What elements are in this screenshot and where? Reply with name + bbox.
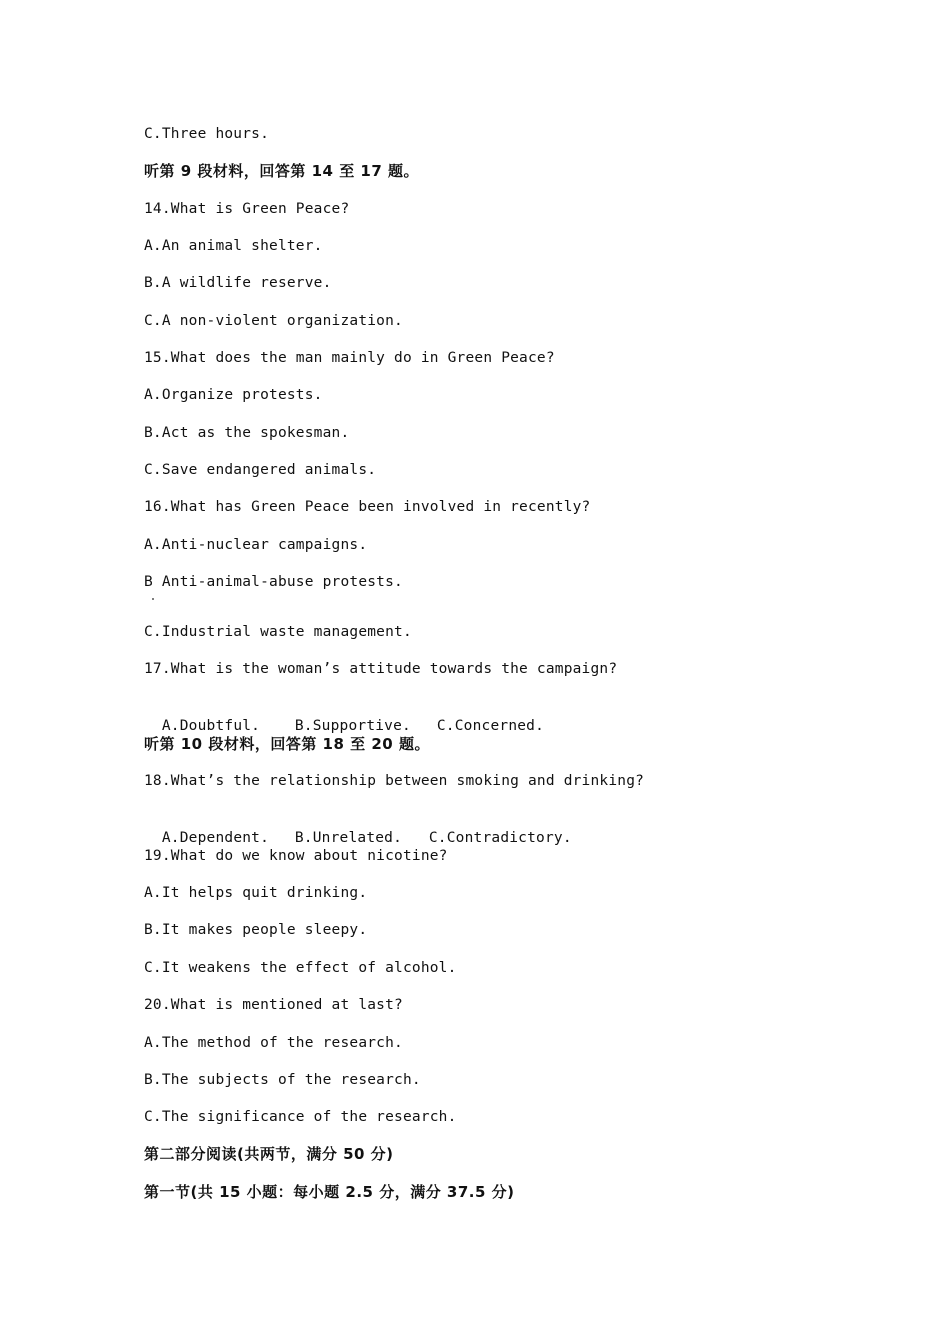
option-16a: A.Anti-nuclear campaigns. [144,537,368,553]
section-instruction: 听第 10 段材料，回答第 18 至 20 题。 [144,735,430,753]
question-15: 15.What does the man mainly do in Green Peace? [144,350,555,366]
question-14: 14.What is Green Peace? [144,201,350,217]
section-heading: 第一节(共 15 小题：每小题 2.5 分，满分 37.5 分) [144,1183,515,1201]
option-15b: B.Act as the spokesman. [144,425,350,441]
stray-dot [152,598,154,600]
option-18a: A.Dependent. [161,830,270,846]
question-19: 19.What do we know about nicotine? [144,848,448,864]
option-19a: A.It helps quit drinking. [144,885,368,901]
option-text: C.Three hours. [144,126,270,142]
option-18c: C.Contradictory. [428,830,572,846]
question-18: 18.What’s the relationship between smoking and drinking? [144,773,645,789]
option-20a: A.The method of the research. [144,1035,403,1051]
option-20c: C.The significance of the research. [144,1109,457,1125]
option-15c: C.Save endangered animals. [144,462,377,478]
options-18 [144,808,572,848]
question-17: 17.What is the woman’s attitude towards the campaign? [144,661,618,677]
section-instruction: 听第 9 段材料，回答第 14 至 17 题。 [144,162,420,180]
option-20b: B.The subjects of the research. [144,1072,421,1088]
option-17b: B.Supportive. [294,718,411,734]
option-17c: C.Concerned. [436,718,545,734]
option-19b: B.It makes people sleepy. [144,922,368,938]
option-15a: A.Organize protests. [144,387,323,403]
question-20: 20.What is mentioned at last? [144,997,403,1013]
option-19c: C.It weakens the effect of alcohol. [144,960,457,976]
question-16: 16.What has Green Peace been involved in recently? [144,499,591,515]
option-18b: B.Unrelated. [294,830,403,846]
option-14c: C.A non-violent organization. [144,313,403,329]
option-16c: C.Industrial waste management. [144,624,412,640]
option-14a: A.An animal shelter. [144,238,323,254]
option-14b: B.A wildlife reserve. [144,275,332,291]
option-17a: A.Doubtful. [161,718,261,734]
part-heading: 第二部分阅读(共两节，满分 50 分) [144,1145,394,1163]
option-16b: B Anti-animal-abuse protests. [144,574,403,590]
options-17 [144,696,544,736]
